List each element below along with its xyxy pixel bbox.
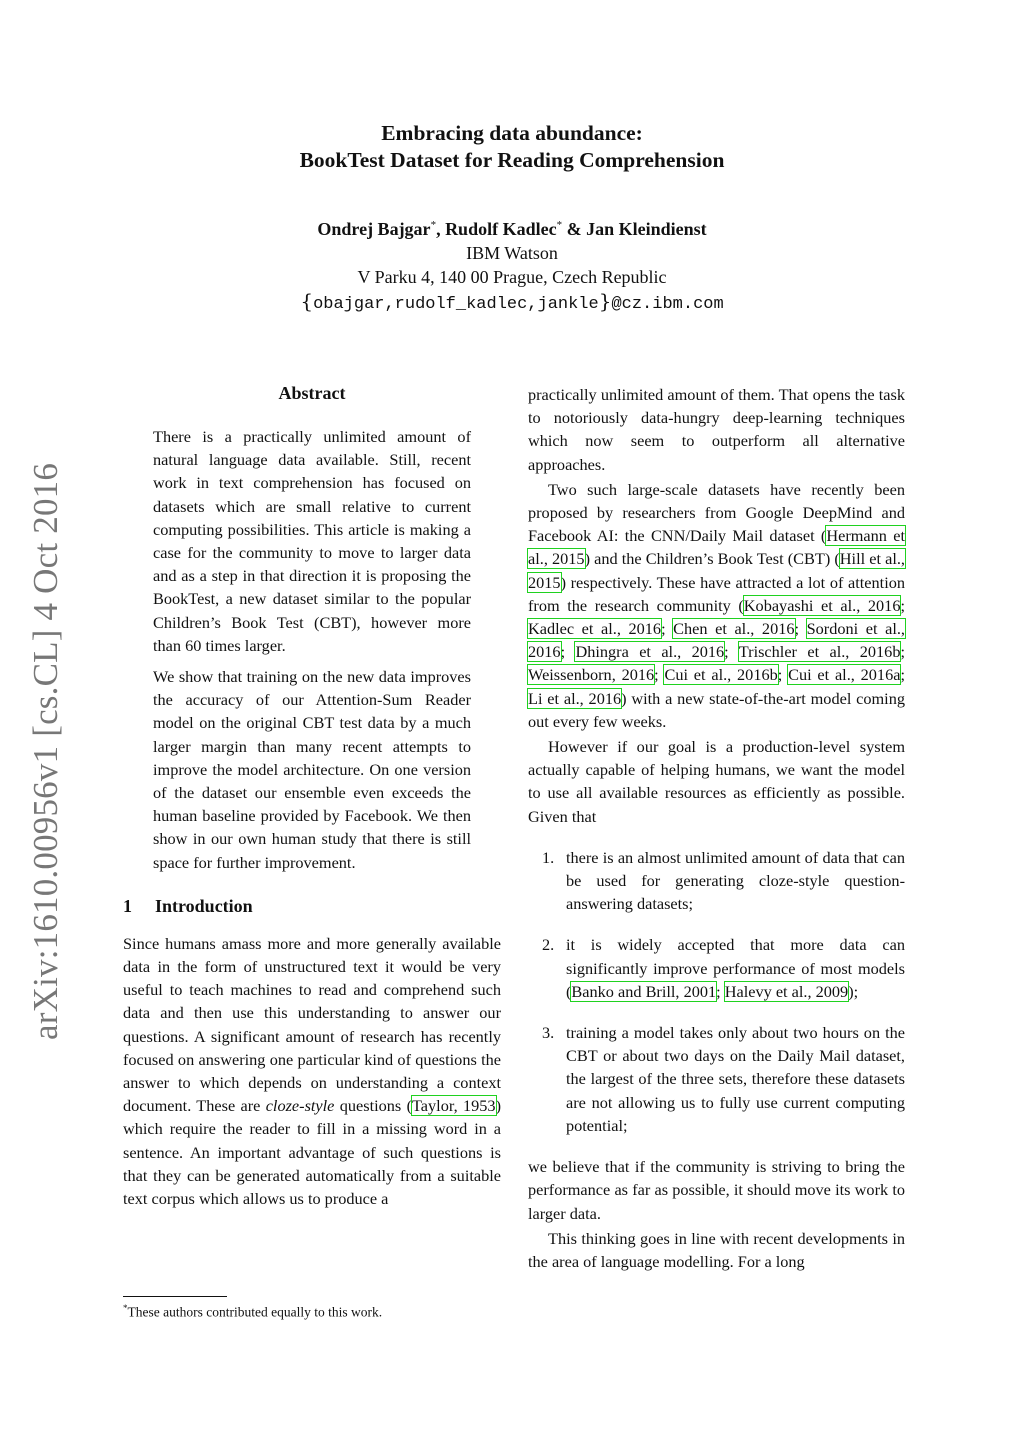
abstract-heading: Abstract bbox=[278, 383, 346, 403]
list-number: 3. bbox=[542, 1023, 555, 1043]
citation-link-weissenborn[interactable]: Weissenborn, 2016 bbox=[528, 665, 655, 685]
author-2: Rudolf Kadlec bbox=[445, 219, 557, 239]
citation-link-banko[interactable]: Banko and Brill, 2001 bbox=[571, 981, 717, 1001]
text-span: Since humans amass more and more generally available data in the form of unstructured text it would be very useful to teach machines to read and comprehend such data and then use this understanding to answer our questions. A significant amount of research has recently focused on answering one particular kind of questions the answer to which depends on understanding a context document. These are bbox=[123, 933, 501, 1116]
citation-link-cui-a[interactable]: Cui et al., 2016a bbox=[788, 665, 901, 685]
author-1: Ondrej Bajgar bbox=[317, 219, 431, 239]
citation-link-chen[interactable]: Chen et al., 2016 bbox=[673, 619, 795, 639]
email-names: obajgar,rudolf_kadlec,jankle bbox=[313, 295, 599, 314]
citation-link-kadlec[interactable]: Kadlec et al., 2016 bbox=[528, 619, 662, 639]
section-heading-introduction bbox=[123, 894, 501, 918]
arxiv-stamp: arXiv:1610.00956v1 [cs.CL] 4 Oct 2016 bbox=[26, 462, 65, 1040]
text-span: ) which require the reader to fill in a missing word in a sentence. An important advantage of such questions is that they can be generated automatically from a suitable text corpus which allows us to produce a bbox=[123, 1096, 501, 1209]
citation-link-taylor[interactable]: Taylor, 1953 bbox=[412, 1096, 496, 1116]
text-span: Two such large-scale datasets have recently been proposed by researchers from Google DeepMind and Facebook AI: the CNN/Daily Mail dataset ( bbox=[528, 479, 905, 546]
equal-contribution-mark-2: * bbox=[556, 219, 563, 231]
equal-contribution-mark-1: * bbox=[430, 219, 437, 231]
list-text: ); bbox=[848, 981, 859, 1001]
abstract-paragraph-1: There is a practically unlimited amount of natural language data available. Still, recent work in text comprehension has focused on datasets which are small relative to current computing possibilities. This article is making a case for the community to move to larger data and as a step in that direction it is proposing the BookTest, a new dataset similar to the popular Children’s Book Test (CBT), however more than 60 times larger. bbox=[153, 427, 471, 655]
list-number: 2. bbox=[542, 935, 555, 955]
author-separator: , bbox=[436, 219, 446, 239]
citation-link-dhingra[interactable]: Dhingra et al., 2016 bbox=[575, 642, 725, 662]
email-brace-close: } bbox=[598, 289, 612, 313]
numbered-list bbox=[528, 846, 905, 1137]
author-3: Jan Kleindienst bbox=[586, 219, 707, 239]
section-title: Introduction bbox=[155, 895, 253, 916]
right-paragraph-5: This thinking goes in line with recent developments in the area of language modelling. For a long bbox=[528, 1228, 905, 1271]
right-column bbox=[528, 383, 905, 1273]
list-number: 1. bbox=[542, 847, 555, 867]
citation-link-trischler[interactable]: Trischler et al., 2016b bbox=[738, 642, 901, 662]
text-span: ) with a new state-of-the-art model coming out every few weeks. bbox=[528, 688, 905, 731]
list-item bbox=[528, 846, 905, 916]
email-brace-open: { bbox=[300, 289, 314, 313]
list-text: there is an almost unlimited amount of data that can be used for generating cloze-style question-answering datasets; bbox=[566, 847, 905, 914]
list-item bbox=[528, 1021, 905, 1137]
author-block bbox=[0, 213, 1024, 317]
footnote-rule bbox=[123, 1296, 227, 1297]
text-span: ) respectively. These have attracted a lot of attention from the research community ( bbox=[528, 572, 905, 615]
citation-link-hill[interactable]: Hill et al., 2015 bbox=[528, 549, 905, 592]
author-separator-and: & bbox=[562, 219, 587, 239]
list-text: it is widely accepted that more data can significantly improve performance of most models ( bbox=[566, 935, 905, 1001]
paper-title bbox=[0, 120, 1024, 174]
section-number: 1 bbox=[123, 895, 132, 916]
author-names bbox=[0, 213, 1024, 241]
address: V Parku 4, 140 00 Prague, Czech Republic bbox=[357, 267, 667, 287]
citation-link-kobayashi[interactable]: Kobayashi et al., 2016 bbox=[743, 595, 901, 615]
affiliation: IBM Watson bbox=[466, 243, 558, 263]
list-text: training a model takes only about two hours on the CBT or about two days on the Daily Mail dataset, the largest of the three sets, therefore these datasets are not allowing us to fully use current computing potential; bbox=[566, 1023, 905, 1135]
citation-link-halevy[interactable]: Halevy et al., 2009 bbox=[724, 981, 849, 1001]
right-paragraph-3: However if our goal is a production-level system actually capable of helping humans, we want the model to use all available resources as efficiently as possible. Given that bbox=[528, 737, 905, 826]
citation-link-sordoni[interactable]: Sordoni et al., 2016 bbox=[528, 619, 905, 662]
footnote-mark: * bbox=[123, 1303, 128, 1313]
citation-link-li[interactable]: Li et al., 2016 bbox=[528, 688, 622, 708]
right-paragraph-1: practically unlimited amount of them. That opens the task to notoriously data-hungry deep-learning techniques which now seem to outperform all alternative approaches. bbox=[528, 385, 905, 474]
intro-paragraph-1 bbox=[123, 932, 501, 1210]
right-paragraph-2: Two such large-scale datasets have recently been proposed by researchers from Google DeepMind and Facebook AI: the CNN/Daily Mail dataset (Hermann et al., 2015) and the Children’s Book Test (CBT) (Hill et al., 2015) respectively. These have attracted a lot of attention from the research community (Kobayashi et al., 2016; Kadlec et al., 2016; Chen et al., 2016; Sordoni et al., 2016; Dhingra et al., 2016; Trischler et al., 2016b; Weissenborn, 2016; Cui et al., 2016b; Cui et al., 2016a; Li et al., 2016) with a new state-of-the-art model coming out every few weeks. bbox=[528, 479, 906, 731]
email-domain: @cz.ibm.com bbox=[611, 295, 724, 314]
citation-link-hermann[interactable]: Hermann et al., 2015 bbox=[528, 526, 906, 569]
email-line bbox=[0, 289, 1024, 317]
left-column bbox=[123, 381, 501, 1210]
text-span: questions ( bbox=[334, 1096, 412, 1116]
footnote-text: These authors contributed equally to this work. bbox=[127, 1304, 383, 1320]
title-line-2: BookTest Dataset for Reading Comprehension bbox=[299, 148, 725, 172]
emphasis: cloze-style bbox=[265, 1096, 335, 1116]
text-span: ) and the Children’s Book Test (CBT) ( bbox=[584, 549, 840, 569]
right-paragraph-4: we believe that if the community is striving to bring the performance as far as possible, it should move its work to larger data. bbox=[528, 1157, 905, 1223]
citation-link-cui-b[interactable]: Cui et al., 2016b bbox=[664, 665, 778, 685]
list-item: 2. it is widely accepted that more data can significantly improve performance of most models (Banko and Brill, 2001; Halevy et al., 2009); bbox=[542, 935, 905, 1001]
footnote bbox=[123, 1299, 382, 1322]
abstract-paragraph-2: We show that training on the new data improves the accuracy of our Attention-Sum Reader model on the original CBT test data by a much larger margin than many recent attempts to improve the model architecture. On one version of the dataset our ensemble even exceeds the human baseline provided by Facebook. We then show in our own human study that there is still space for further improvement. bbox=[153, 667, 471, 872]
title-line-1: Embracing data abundance: bbox=[381, 121, 643, 145]
